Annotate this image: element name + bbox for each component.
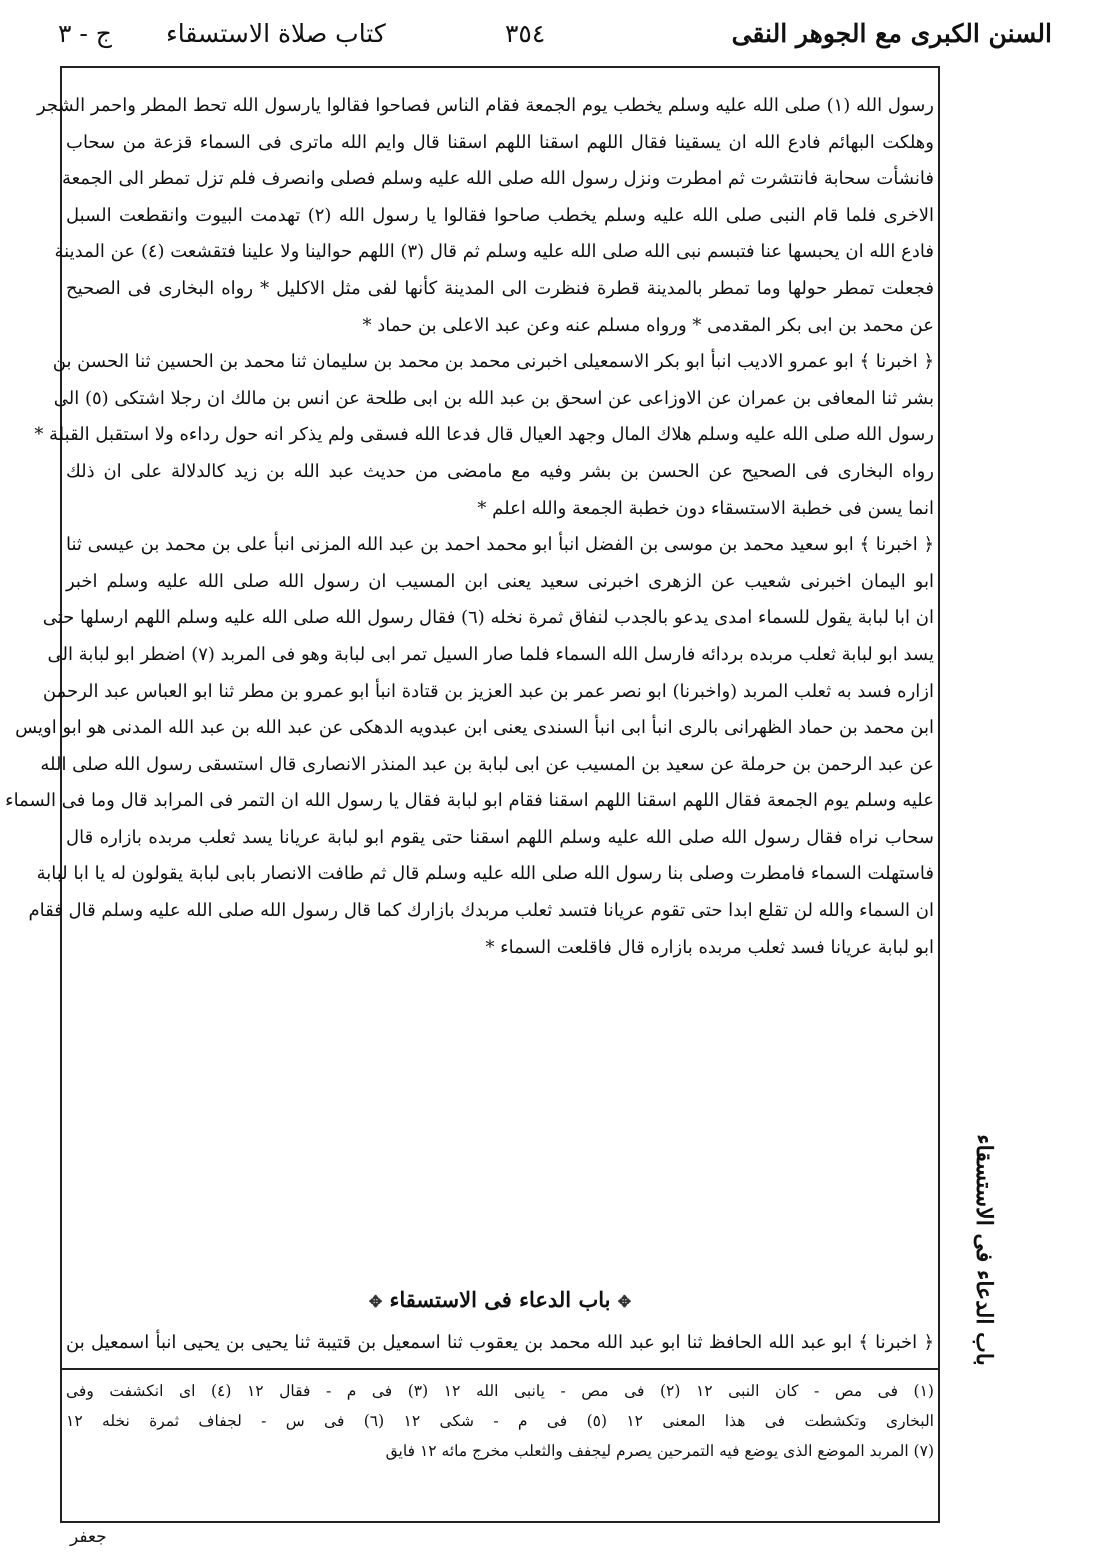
text-line: رواه البخارى فى الصحيح عن الحسن بن بشر وفيه مع مامضى من حديث عبد الله بن زيد كالدلالة على ان ذلك bbox=[66, 460, 934, 482]
main-text bbox=[5, 88, 934, 966]
text-line: عن محمد بن ابى بكر المقدمى * ورواه مسلم عنه وعن عبد الاعلى بن حماد * bbox=[362, 314, 934, 336]
signature: جعفر bbox=[70, 1527, 107, 1547]
text-line: عليه وسلم يوم الجمعة فقال اللهم اسقنا اللهم اسقنا فقام ابو لبابة فقال يا رسول الله ان التمر فى المرابد قال وما فى السماء bbox=[5, 790, 934, 812]
text-line: ان السماء والله لن تقلع ابدا حتى تقوم عريانا فتسد ثعلب مربدك بازارك كما قال رسول الله صلى الله عليه وسلم قال فقام bbox=[28, 900, 934, 922]
text-line: يسد ابو لبابة ثعلب مربده بردائه فارسل الله السماء فلما صار السيل تمر ابى لبابة وهو فى المربد (٧) اضطر ابو لبابة الى bbox=[47, 643, 934, 665]
text-line: الاخرى فلما قام النبى صلى الله عليه وسلم يخطب صاحوا فقالوا يا رسول الله (٢) تهدمت البيوت وانقطعت السبل bbox=[66, 204, 934, 226]
text-line: فجعلت تمطر حولها وما تمطر بالمدينة قطرة فنظرت الى المدينة كأنها لفى مثل الاكليل * رواه البخارى فى الصحيح bbox=[66, 277, 934, 299]
footnote-line: البخارى وتكشطت فى هذا المعنى ١٢ (٥) فى م - شكى ١٢ (٦) فى س - لجفاف ثمرة نخله ١٢ bbox=[66, 1412, 934, 1430]
main-text-continued bbox=[66, 1325, 934, 1362]
text-line: فادع الله ان يحبسها عنا فتبسم نبى الله صلى الله عليه وسلم ثم قال (٣) اللهم حوالينا ولا علينا فتقشعت (٤) عن المدينة bbox=[54, 241, 934, 263]
text-line: انما يسن فى خطبة الاستسقاء دون خطبة الجمعة والله اعلم * bbox=[477, 497, 934, 519]
footnote-line: (١) فى مص - كان النبى ١٢ (٢) فى مص - يانبى الله ١٢ (٣) فى م - فقال ١٢ (٤) اى انكشفت وفى bbox=[66, 1382, 934, 1400]
chapter-title: كتاب صلاة الاستسقاء bbox=[166, 19, 386, 48]
text-line: ﴿ اخبرنا ﴾ ابو عبد الله الحافظ ثنا ابو عبد الله محمد بن يعقوب ثنا اسمعيل بن قتيبة ثنا يحيى بن يحيى انبأ اسمعيل بن bbox=[66, 1332, 934, 1353]
footnote-divider bbox=[62, 1368, 938, 1370]
footnotes bbox=[66, 1376, 934, 1466]
text-line: ﴿ اخبرنا ﴾ ابو عمرو الاديب انبأ ابو بكر الاسمعيلى اخبرنى محمد بن محمد بن سليمان ثنا محمد بن الحسين ثنا الحسن بن bbox=[52, 351, 934, 373]
margin-note bbox=[962, 1115, 1006, 1385]
text-line: فانشأت سحابة فانتشرت ثم امطرت ونزل رسول الله صلى الله عليه وسلم فصلى وانصرف فلم تزل تمطر الى الجمعة bbox=[61, 168, 934, 190]
footnote-line: (٧) المربد الموضع الذى يوضع فيه التمرحين يصرم ليجفف والثعلب مخرج مائه ١٢ فايق bbox=[385, 1442, 934, 1460]
text-line: وهلكت البهائم فادع الله ان يسقينا فقال اللهم اسقنا اللهم اسقنا قال وايم الله ماترى فى السماء قزعة من سحاب bbox=[66, 131, 934, 153]
section-heading bbox=[66, 1287, 934, 1312]
text-line: فاستهلت السماء فامطرت وصلى بنا رسول الله صلى الله عليه وسلم قال ثم طافت الانصار بابى لبابة يقولون له يا ابا لبابة bbox=[36, 863, 934, 885]
ornament-right-icon: ✥ bbox=[368, 1292, 383, 1311]
volume-number: ج - ٣ bbox=[58, 19, 112, 48]
text-line: بشر ثنا المعافى بن عمران عن الاوزاعى عن اسحق بن عبد الله بن ابى طلحة عن انس بن مالك ان رجلا اشتكى (٥) الى bbox=[53, 387, 934, 409]
text-line: عن عبد الرحمن بن حرملة عن سعيد بن المسيب عن ابى لبابة بن عبد المنذر الانصارى قال استسقى رسول الله صلى الله bbox=[40, 753, 934, 775]
text-line: ان ابا لبابة يقول للسماء امدى يدعو بالجدب لنفاق ثمرة نخله (٦) فقال رسول الله صلى الله عليه وسلم اللهم ارسلها حتى bbox=[42, 607, 934, 629]
section-heading-text: باب الدعاء فى الاستسقاء bbox=[389, 1287, 611, 1312]
text-line: رسول الله صلى الله عليه وسلم هلاك المال وجهد العيال قال فدعا الله فسقى ولم يذكر انه حول رداءه ولا استقبل القبلة * bbox=[34, 424, 934, 446]
text-line: رسول الله (١) صلى الله عليه وسلم يخطب يوم الجمعة فقام الناس فصاحوا فقالوا يارسول الله تحط المطر واحمر الشجر bbox=[37, 95, 934, 116]
margin-note-text: باب الدعاء فى الاستسقاء bbox=[971, 1134, 997, 1366]
text-line: سحاب نراه فقال رسول الله صلى الله عليه وسلم اللهم اسقنا حتى يقوم ابو لبابة عريانا يسد ثعلب مربده بازاره قال bbox=[66, 826, 934, 848]
text-line: ابو لبابة عريانا فسد ثعلب مربده بازاره قال فاقلعت السماء * bbox=[485, 936, 934, 958]
text-line: ابو اليمان اخبرنى شعيب عن الزهرى اخبرنى سعيد يعنى ابن المسيب ان رسول الله صلى الله عليه وسلم اخبر bbox=[66, 570, 934, 592]
page-number: ٣٥٤ bbox=[505, 19, 546, 48]
text-line: ابن محمد بن حماد الظهرانى بالرى انبأ ابى انبأ السندى يعنى ابن عبدويه الدهكى عن عبد الله بن عبد الله المدنى هو ابو اويس bbox=[15, 717, 934, 739]
book-title: السنن الكبرى مع الجوهر النقى bbox=[731, 19, 1052, 48]
text-line: ﴿ اخبرنا ﴾ ابو سعيد محمد بن موسى بن الفضل انبأ ابو محمد احمد بن عبد الله المزنى انبأ على بن محمد بن عيسى ثنا bbox=[66, 534, 934, 556]
text-line: ازاره فسد به ثعلب المربد (واخبرنا) ابو نصر عمر بن عبد العزيز بن قتادة انبأ ابو عمرو بن مطر ثنا ابو العباس عبد الرحمن bbox=[42, 680, 934, 702]
ornament-left-icon: ✥ bbox=[617, 1292, 632, 1311]
